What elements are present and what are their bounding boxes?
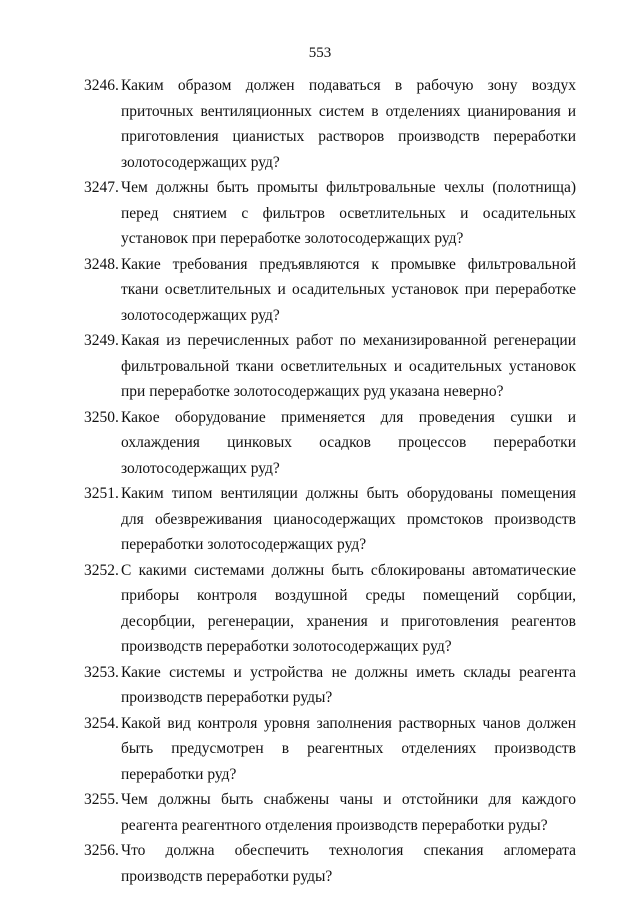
question-text: Каким типом вентиляции должны быть оборудованы помещения для обезвреживания цианосодержащих промстоков производств переработки золотосодержащих руд? — [121, 485, 576, 553]
question-item — [84, 558, 576, 660]
question-text: Каким образом должен подаваться в рабочую зону воздух приточных вентиляционных систем в отделениях цианирования и приготовления цианистых растворов производств переработки золотосодержащих руд? — [121, 77, 576, 171]
question-text: Чем должны быть снабжены чаны и отстойники для каждого реагента реагентного отделения производств переработки руды? — [121, 791, 576, 834]
question-item — [84, 328, 576, 405]
question-number: 3252. — [84, 561, 119, 579]
question-item — [84, 73, 576, 175]
question-item — [84, 405, 576, 482]
question-item — [84, 481, 576, 558]
question-number: 3250. — [84, 408, 119, 426]
question-text: Какая из перечисленных работ по механизированной регенерации фильтровальной ткани осветлительных и осадительных установок при переработке золотосодержащих руд указана неверно? — [121, 332, 576, 400]
question-number: 3246. — [84, 77, 119, 94]
question-item — [84, 787, 576, 838]
question-text: Какие системы и устройства не должны иметь склады реагента производств переработки руды? — [121, 663, 576, 706]
question-item — [84, 660, 576, 711]
question-list — [84, 73, 576, 889]
question-text: Какие требования предъявляются к промывке фильтровальной ткани осветлительных и осадительных установок при переработке золотосодержащих руд? — [121, 255, 576, 324]
question-item — [84, 175, 576, 252]
question-number: 3255. — [84, 791, 119, 808]
question-item — [84, 838, 576, 889]
question-text: Что должна обеспечить технология спекания агломерата производств переработки руды? — [121, 842, 576, 885]
question-text: Какой вид контроля уровня заполнения растворных чанов должен быть предусмотрен в реагентных отделениях производств переработки руд? — [121, 714, 576, 783]
question-item — [84, 252, 576, 329]
question-text: Чем должны быть промыты фильтровальные чехлы (полотнища) перед снятием с фильтров осветлительных и осадительных установок при переработке золотосодержащих руд? — [121, 179, 576, 247]
question-text: С какими системами должны быть сблокированы автоматические приборы контроля воздушной среды помещений сорбции, десорбции, регенерации, хранения и приготовления реагентов производств переработки золотосодержащих руд? — [121, 561, 576, 655]
question-number: 3248. — [84, 255, 119, 273]
question-item — [84, 711, 576, 788]
question-text: Какое оборудование применяется для проведения сушки и охлаждения цинковых осадков процессов переработки золотосодержащих руд? — [121, 408, 576, 477]
question-number: 3247. — [84, 179, 119, 196]
question-number: 3256. — [84, 842, 119, 859]
question-number: 3251. — [84, 485, 119, 502]
page-number: 553 — [308, 45, 332, 61]
question-number: 3253. — [84, 663, 119, 681]
question-number: 3249. — [84, 332, 119, 349]
question-number: 3254. — [84, 714, 119, 732]
